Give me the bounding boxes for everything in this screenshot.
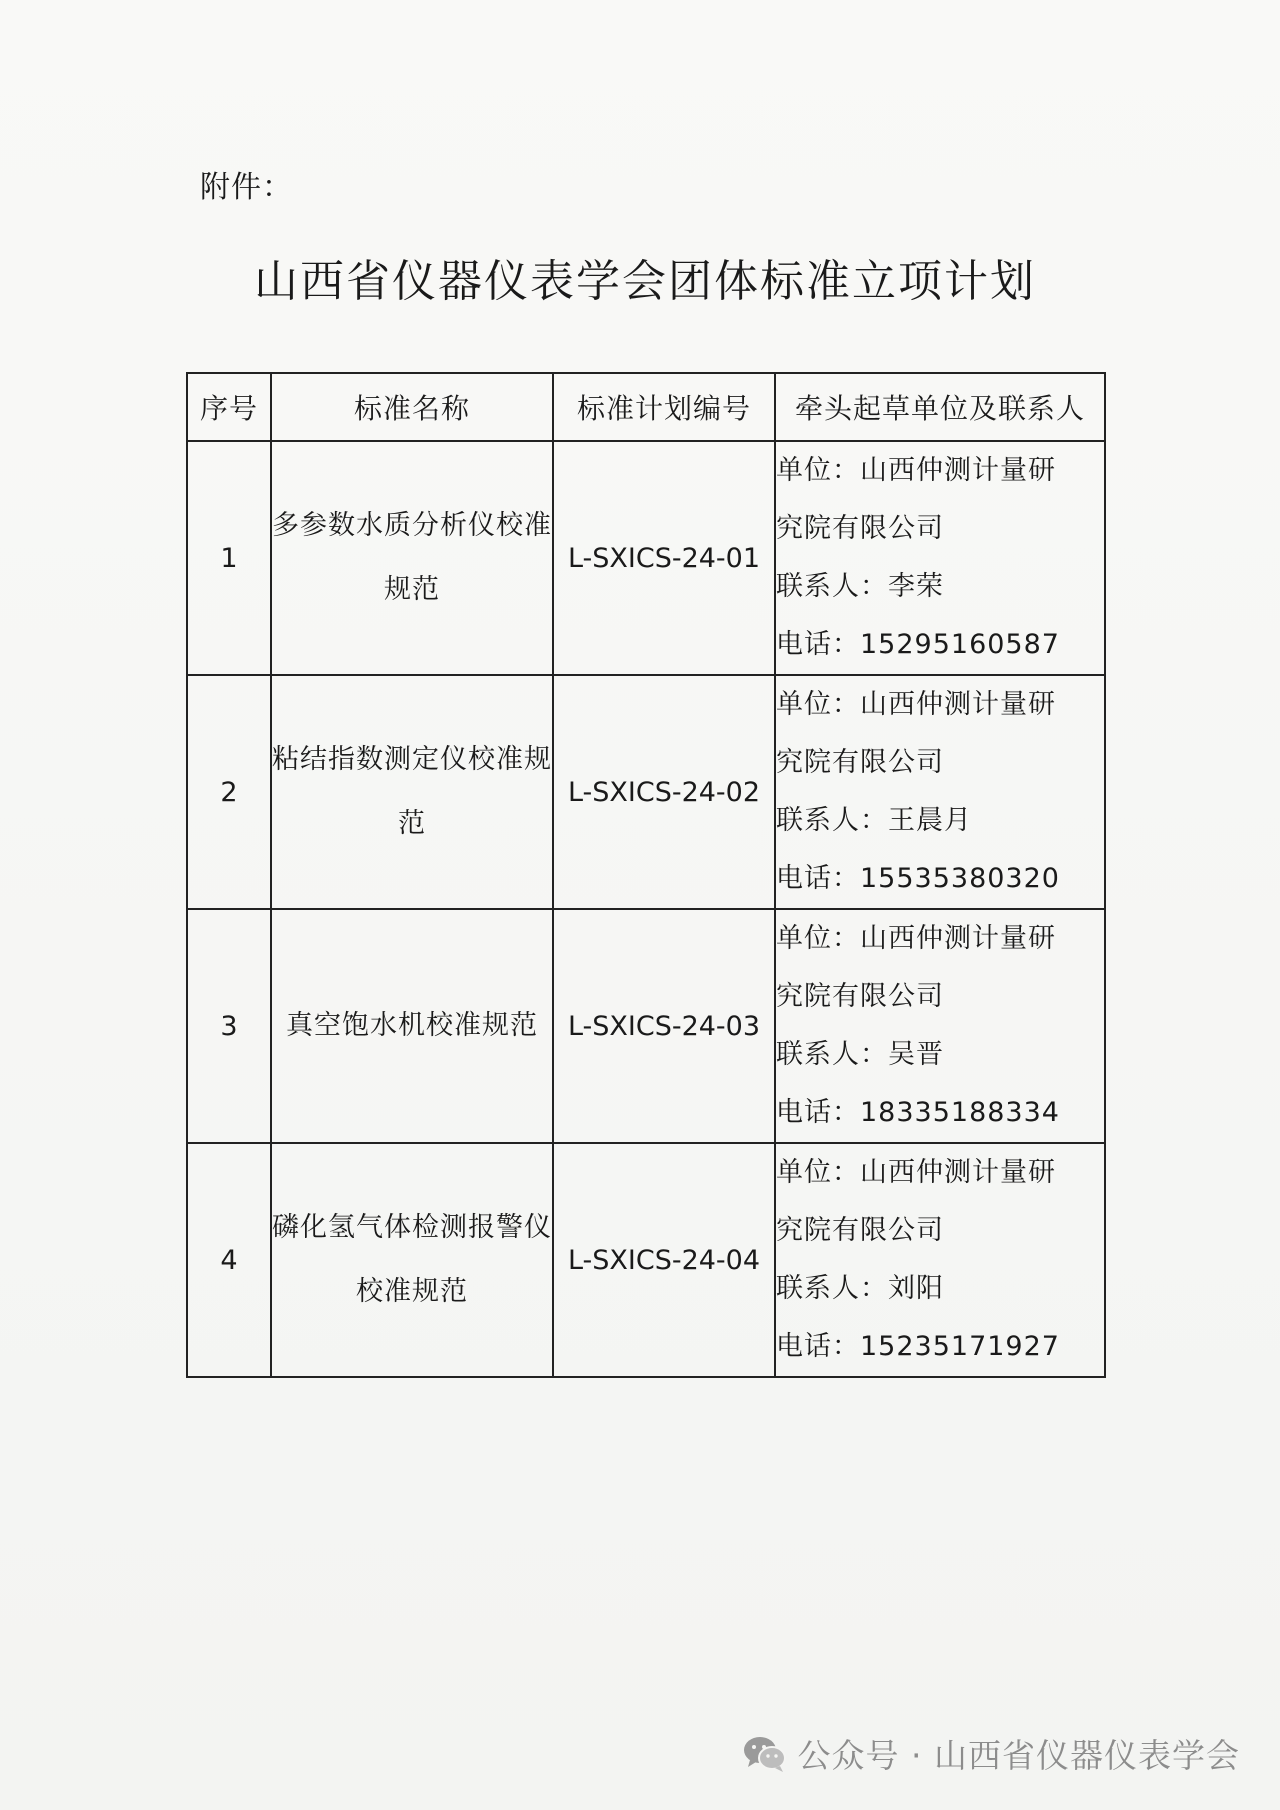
row-contact-cell xyxy=(775,909,1105,1143)
row-standard-name: 多参数水质分析仪校准规范 xyxy=(271,441,553,675)
row-unit-line1: 单位：山西仲测计量研 xyxy=(776,923,1056,954)
table-header-row xyxy=(187,373,1105,441)
row-unit-line1: 单位：山西仲测计量研 xyxy=(776,689,1056,720)
header-serial-number: 序号 xyxy=(187,373,271,441)
row-standard-name: 真空饱水机校准规范 xyxy=(271,909,553,1143)
row-contact-person: 联系人：王晨月 xyxy=(776,805,972,836)
row-unit-line2: 究院有限公司 xyxy=(776,1215,944,1246)
row-contact-cell xyxy=(775,441,1105,675)
row-serial-number: 4 xyxy=(187,1143,271,1377)
table-row xyxy=(187,441,1105,675)
row-unit-line1: 单位：山西仲测计量研 xyxy=(776,455,1056,486)
row-serial-number: 3 xyxy=(187,909,271,1143)
row-serial-number: 2 xyxy=(187,675,271,909)
header-plan-code: 标准计划编号 xyxy=(553,373,775,441)
table-row xyxy=(187,675,1105,909)
row-unit-line1: 单位：山西仲测计量研 xyxy=(776,1157,1056,1188)
row-plan-code: L-SXICS-24-01 xyxy=(553,441,775,675)
row-unit-line2: 究院有限公司 xyxy=(776,513,944,544)
row-plan-code: L-SXICS-24-03 xyxy=(553,909,775,1143)
row-unit-line2: 究院有限公司 xyxy=(776,747,944,778)
attachment-label: 附件： xyxy=(200,170,293,205)
page-title: 山西省仪器仪表学会团体标准立项计划 xyxy=(254,256,1036,307)
row-contact-person: 联系人：刘阳 xyxy=(776,1273,944,1304)
row-contact-person: 联系人：吴晋 xyxy=(776,1039,944,1070)
row-contact-cell xyxy=(775,675,1105,909)
table-row xyxy=(187,1143,1105,1377)
row-phone: 电话：15535380320 xyxy=(776,863,1060,894)
row-plan-code: L-SXICS-24-04 xyxy=(553,1143,775,1377)
wechat-icon xyxy=(742,1734,788,1774)
row-contact-person: 联系人：李荣 xyxy=(776,571,944,602)
header-lead-unit-contact: 牵头起草单位及联系人 xyxy=(775,373,1105,441)
watermark-text: 公众号 · 山西省仪器仪表学会 xyxy=(797,1736,1240,1775)
row-phone: 电话：18335188334 xyxy=(776,1097,1060,1128)
header-standard-name: 标准名称 xyxy=(271,373,553,441)
row-phone: 电话：15295160587 xyxy=(776,629,1060,660)
row-standard-name: 磷化氢气体检测报警仪校准规范 xyxy=(271,1143,553,1377)
table-row xyxy=(187,909,1105,1143)
row-contact-cell xyxy=(775,1143,1105,1377)
standards-plan-table xyxy=(186,372,1106,1378)
row-serial-number: 1 xyxy=(187,441,271,675)
row-phone: 电话：15235171927 xyxy=(776,1331,1060,1362)
row-standard-name: 粘结指数测定仪校准规范 xyxy=(271,675,553,909)
wechat-watermark xyxy=(742,1730,1240,1777)
row-unit-line2: 究院有限公司 xyxy=(776,981,944,1012)
row-plan-code: L-SXICS-24-02 xyxy=(553,675,775,909)
